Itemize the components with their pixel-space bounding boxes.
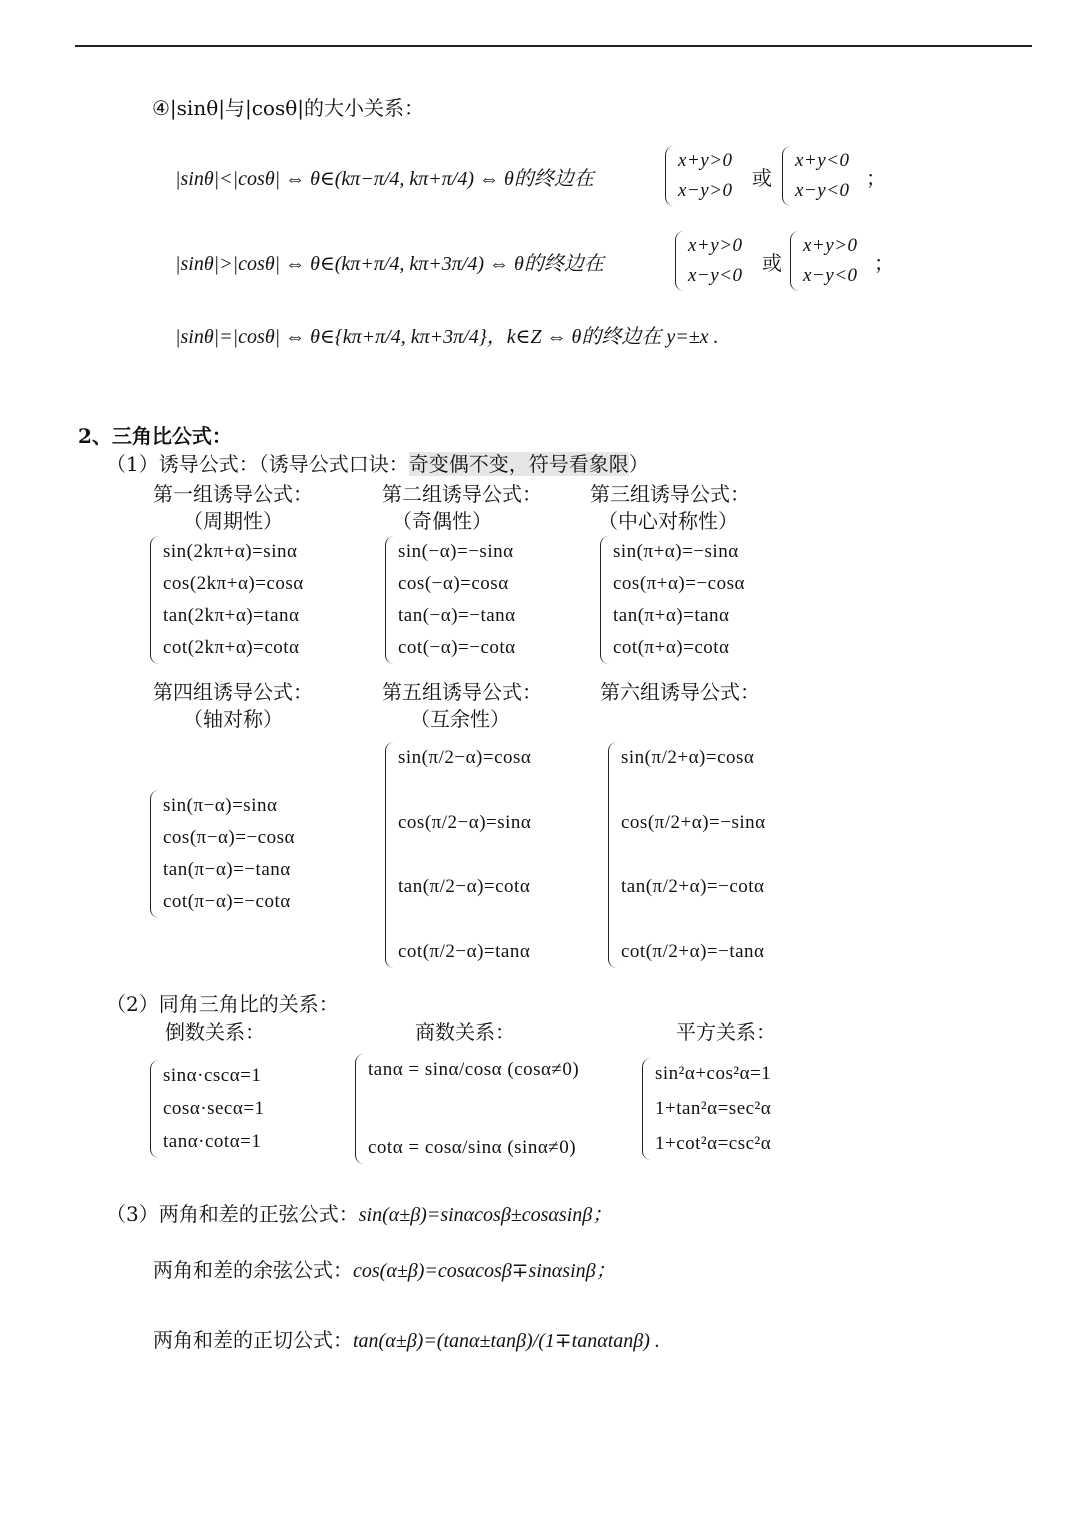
- relation-1-system-2: [782, 146, 850, 206]
- induction-intro: （1）诱导公式：（诱导公式口诀：: [106, 452, 409, 476]
- condition: x−y<0: [795, 180, 850, 201]
- group-5-title: 第五组诱导公式：: [382, 680, 542, 704]
- formula-line: tan(2kπ+α)=tanα: [163, 605, 300, 626]
- sum-sine-line: [106, 1198, 612, 1227]
- induction-close: ）: [628, 452, 649, 476]
- group-4-sub: （轴对称）: [183, 707, 283, 731]
- relation-1-text: |sinθ|<|cosθ| ⇔ θ∈(kπ−π/4, kπ+π/4) ⇔ θ的终边在: [175, 168, 594, 190]
- relation-1-system-1: [665, 146, 733, 206]
- square-formulas: [642, 1058, 771, 1160]
- formula-line: sinα·cscα=1: [163, 1065, 262, 1086]
- formula-line: sin(−α)=−sinα: [398, 541, 514, 562]
- relation-2-system-2: [790, 231, 858, 291]
- relation-2-text: |sinθ|>|cosθ| ⇔ θ∈(kπ+π/4, kπ+3π/4) ⇔ θ的终边在: [175, 253, 604, 275]
- formula-line: cot(2kπ+α)=cotα: [163, 637, 300, 658]
- relation-2-system-1: [675, 231, 743, 291]
- header-rule: [75, 45, 1032, 47]
- formula-line: tanα = sinα/cosα (cosα≠0): [368, 1059, 580, 1080]
- group-1-sub: （周期性）: [183, 509, 283, 533]
- formula-line: sin(π/2+α)=cosα: [621, 747, 755, 768]
- sum-cos-line: [153, 1254, 616, 1283]
- formula-line: cot(π+α)=cotα: [613, 637, 730, 658]
- group-3-sub: （中心对称性）: [598, 509, 738, 533]
- or-word: 或: [752, 166, 772, 190]
- formula-line: cos(−α)=cosα: [398, 573, 509, 594]
- group-6-formulas: [608, 742, 766, 968]
- formula-line: tan(π/2+α)=−cotα: [621, 876, 765, 898]
- formula-line: 1+cot²α=csc²α: [655, 1133, 772, 1154]
- formula-line: tan(π/2−α)=cotα: [398, 876, 531, 898]
- sum-sine-label: （3）两角和差的正弦公式：: [106, 1202, 359, 1226]
- quotient-title: 商数关系：: [415, 1020, 515, 1044]
- condition: x+y>0: [803, 235, 858, 256]
- square-title: 平方关系：: [676, 1020, 776, 1044]
- formula-line: tanα·cotα=1: [163, 1131, 262, 1152]
- formula-line: cosα·secα=1: [163, 1098, 265, 1119]
- formula-line: cos(π−α)=−cosα: [163, 827, 295, 848]
- sum-sine-formula: sin(α±β)=sinαcosβ±cosαsinβ；: [358, 1204, 613, 1226]
- group-2-title: 第二组诱导公式：: [382, 482, 542, 506]
- reciprocal-formulas: [150, 1060, 265, 1158]
- formula-line: sin(2kπ+α)=sinα: [163, 541, 298, 562]
- or-word: 或: [762, 251, 782, 275]
- formula-line: sin(π−α)=sinα: [163, 795, 278, 816]
- group-3-formulas: [600, 536, 745, 664]
- group-1-title: 第一组诱导公式：: [153, 482, 313, 506]
- relation-3-text: |sinθ|=|cosθ| ⇔ θ∈{kπ+π/4, kπ+3π/4}，k∈Z ⇔ θ的终边在 y=±x .: [175, 326, 719, 348]
- group-1-formulas: [150, 536, 304, 664]
- same-angle-title: （2）同角三角比的关系：: [106, 992, 339, 1016]
- reciprocal-title: 倒数关系：: [165, 1020, 265, 1044]
- group-5-formulas: [385, 742, 531, 968]
- sum-cos-label: 两角和差的余弦公式：: [153, 1258, 353, 1282]
- semicolon: ；: [866, 166, 886, 190]
- formula-line: tan(π+α)=tanα: [613, 605, 730, 626]
- sum-tan-line: [153, 1324, 660, 1353]
- formula-line: cot(π/2−α)=tanα: [398, 940, 531, 962]
- formula-line: tan(π−α)=−tanα: [163, 859, 291, 880]
- condition: x+y<0: [795, 150, 850, 171]
- condition: x−y>0: [678, 180, 733, 201]
- formula-line: cot(π/2+α)=−tanα: [621, 940, 765, 962]
- induction-intro-line: [106, 448, 649, 477]
- group-6-title: 第六组诱导公式：: [600, 680, 760, 704]
- sum-tan-formula: tan(α±β)=(tanα±tanβ)/(1∓tanαtanβ) .: [353, 1330, 660, 1352]
- formula-line: cos(π/2−α)=sinα: [398, 811, 532, 833]
- group-5-sub: （互余性）: [410, 707, 510, 731]
- group-2-sub: （奇偶性）: [392, 509, 492, 533]
- formula-line: cot(−α)=−cotα: [398, 637, 516, 658]
- formula-line: cos(π/2+α)=−sinα: [621, 811, 766, 833]
- formula-line: sin(π/2−α)=cosα: [398, 747, 532, 768]
- sum-cos-formula: cos(α±β)=cosαcosβ∓sinαsinβ；: [353, 1260, 616, 1282]
- group-3-title: 第三组诱导公式：: [590, 482, 750, 506]
- section-2-title: 2、三角比公式：: [78, 424, 232, 448]
- formula-line: sin²α+cos²α=1: [655, 1063, 772, 1084]
- formula-line: sin(π+α)=−sinα: [613, 541, 739, 562]
- quotient-formulas: [355, 1054, 579, 1164]
- condition: x−y<0: [688, 265, 743, 286]
- condition: x−y<0: [803, 265, 858, 286]
- group-4-title: 第四组诱导公式：: [153, 680, 313, 704]
- formula-line: 1+tan²α=sec²α: [655, 1098, 772, 1119]
- induction-mnemonic: 奇变偶不变，符号看象限: [408, 452, 629, 476]
- condition: x+y>0: [688, 235, 743, 256]
- relation-heading: ④|sinθ|与|cosθ|的大小关系：: [152, 96, 425, 120]
- formula-line: cos(2kπ+α)=cosα: [163, 573, 304, 594]
- formula-line: cotα = cosα/sinα (sinα≠0): [368, 1137, 577, 1158]
- semicolon: ；: [874, 251, 894, 275]
- formula-line: cos(π+α)=−cosα: [613, 573, 745, 594]
- formula-line: tan(−α)=−tanα: [398, 605, 516, 626]
- condition: x+y>0: [678, 150, 733, 171]
- group-2-formulas: [385, 536, 516, 664]
- sum-tan-label: 两角和差的正切公式：: [153, 1328, 353, 1352]
- formula-line: cot(π−α)=−cotα: [163, 891, 291, 912]
- group-4-formulas: [150, 790, 295, 918]
